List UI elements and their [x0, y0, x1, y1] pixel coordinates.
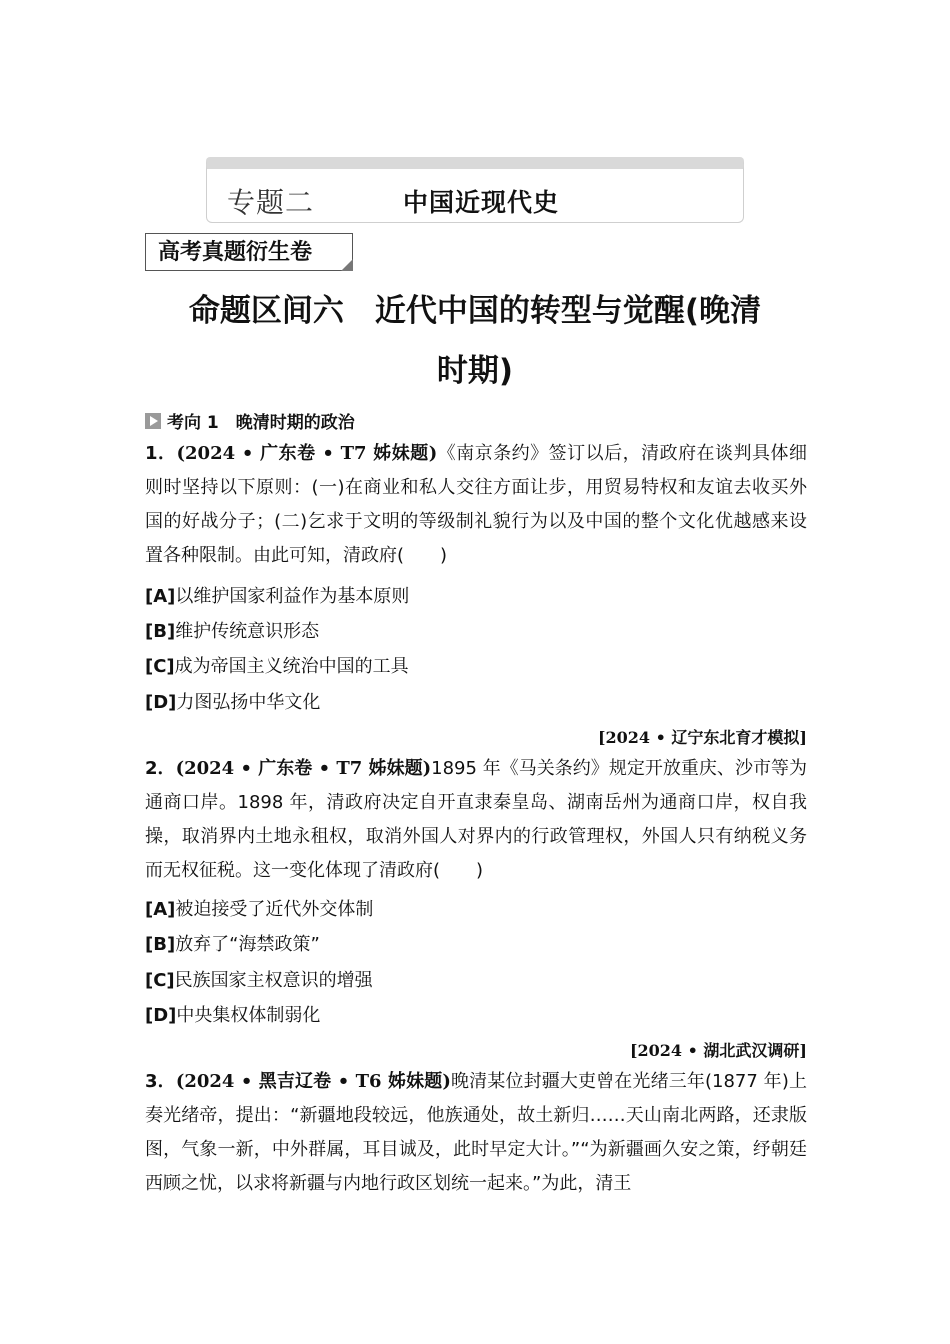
question-1-source: (2024 • 广东卷 • T7 姊妹题)	[176, 443, 438, 464]
question-2-option-b[interactable]: [B]放弃了“海禁政策”	[145, 934, 320, 955]
question-3-number: 3．	[145, 1071, 176, 1092]
page-title-continued: 时期)	[436, 353, 514, 389]
question-2-origin: [2024 • 湖北武汉调研]	[629, 1041, 807, 1060]
question-2-stem	[145, 752, 807, 888]
question-1-option-b[interactable]: [B]维护传统意识形态	[145, 621, 320, 642]
question-3-text: 晚清某位封疆大吏曾在光绪三年(1877 年)上奏光绪帝，提出：“新疆地段较远，他族通处，故土新归……天山南北两路，还隶版图，气象一新，中外群属，耳目诚及，此时早定大计。”“为新疆画久安之策，纾朝廷西顾之忧，以求将新疆与内地行政区划统一起来。”为此，清王	[145, 1071, 807, 1194]
question-2-number: 2．	[145, 758, 176, 779]
section-heading	[145, 408, 355, 433]
question-3-stem	[145, 1065, 807, 1201]
topic-banner	[206, 157, 744, 223]
question-2-source: (2024 • 广东卷 • T7 姊妹题)	[175, 758, 432, 779]
section-heading-label: 考向 1 晚清时期的政治	[167, 413, 355, 433]
exam-tag	[145, 233, 353, 271]
question-1-text: 《南京条约》签订以后，清政府在谈判具体细则时坚持以下原则：(一)在商业和私人交往方面让步，用贸易特权和友谊去收买外国的好战分子；(二)乞求于文明的等级制礼貌行为以及中国的整个文化优越感来设置各种限制。由此可知，清政府( )	[145, 443, 807, 566]
question-2-option-a[interactable]: [A]被迫接受了近代外交体制	[145, 899, 374, 920]
question-3-source: (2024 • 黑吉辽卷 • T6 姊妹题)	[175, 1071, 451, 1092]
question-2-text: 1895 年《马关条约》规定开放重庆、沙市等为通商口岸。1898 年，清政府决定自开直隶秦皇岛、湖南岳州为通商口岸，权自我操，取消界内土地永租权，取消外国人对界内的行政管理权，外国人只有纳税义务而无权征税。这一变化体现了清政府( )	[145, 758, 807, 881]
tag-corner-decoration	[341, 259, 353, 271]
question-1-option-a[interactable]: [A]以维护国家利益作为基本原则	[145, 586, 410, 607]
question-1-origin: [2024 • 辽宁东北育才模拟]	[597, 728, 807, 747]
topic-title: 中国近现代史	[403, 188, 560, 217]
question-1-stem	[145, 437, 807, 573]
question-2-option-c[interactable]: [C]民族国家主权意识的增强	[145, 970, 373, 991]
exam-tag-label: 高考真题衍生卷	[158, 239, 313, 265]
question-1-option-d[interactable]: [D]力图弘扬中华文化	[145, 692, 321, 713]
topic-number: 专题二	[227, 186, 315, 219]
page-title: 命题区间六 近代中国的转型与觉醒(晚清	[188, 293, 762, 329]
play-icon	[145, 413, 161, 429]
question-1-option-c[interactable]: [C]成为帝国主义统治中国的工具	[145, 656, 409, 677]
question-2-option-d[interactable]: [D]中央集权体制弱化	[145, 1005, 321, 1026]
question-1-number: 1．	[145, 443, 177, 464]
